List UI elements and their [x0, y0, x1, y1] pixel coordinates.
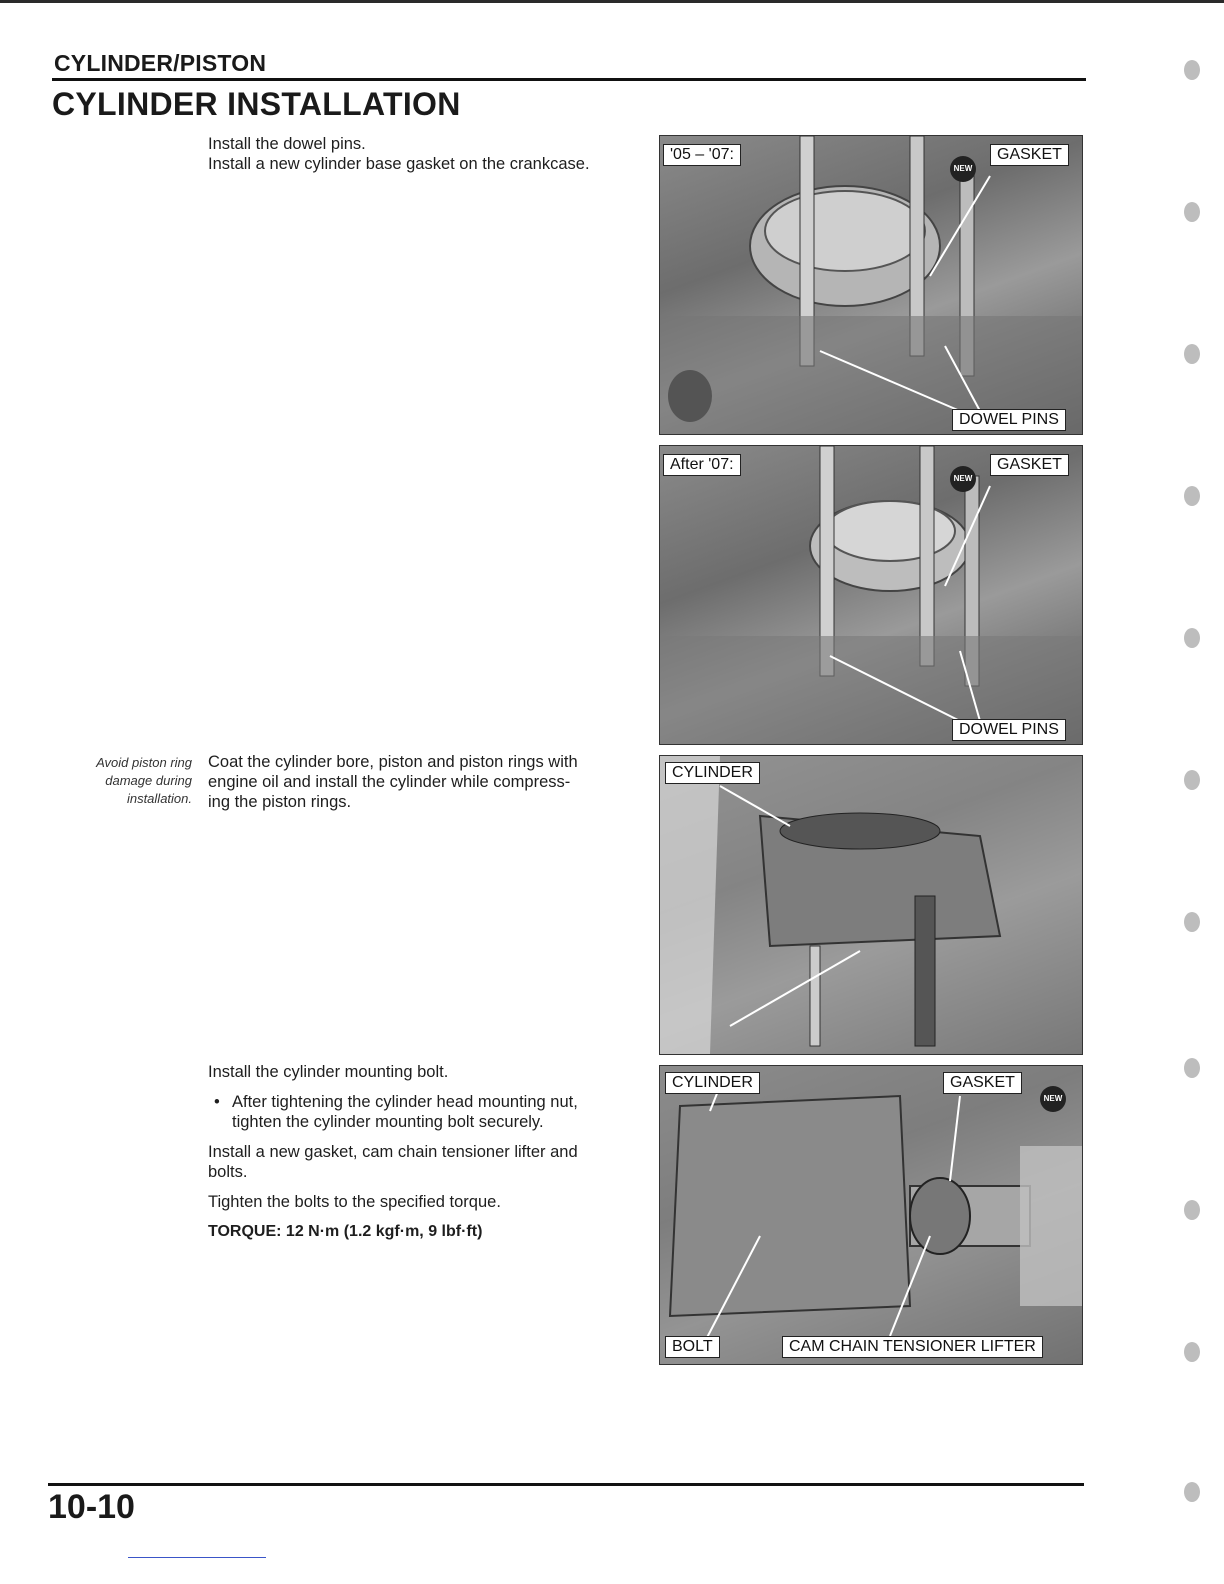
new-part-icon: NEW	[1040, 1086, 1066, 1112]
binder-hole	[1184, 628, 1200, 648]
side-note	[60, 754, 192, 808]
step1-line2: Install a new cylinder base gasket on the crankcase.	[208, 155, 590, 173]
figure-1-gasket-label: GASKET	[990, 144, 1069, 166]
step3-para3: Tighten the bolts to the specified torque.	[208, 1193, 501, 1211]
step3-para2	[208, 1142, 648, 1182]
new-part-icon: NEW	[950, 156, 976, 182]
step3-text	[208, 1062, 648, 1242]
para2-line: bolts.	[208, 1163, 248, 1181]
binder-hole	[1184, 1342, 1200, 1362]
figure-4-photo	[659, 1065, 1083, 1365]
binder-hole	[1184, 1058, 1200, 1078]
torque-spec: TORQUE: 12 N·m (1.2 kgf·m, 9 lbf·ft)	[208, 1223, 483, 1240]
step2-text	[208, 752, 648, 812]
figure-4-lifter-label: CAM CHAIN TENSIONER LIFTER	[782, 1336, 1043, 1358]
new-part-icon: NEW	[950, 466, 976, 492]
step2-line: ing the piston rings.	[208, 793, 352, 811]
figure-1-year-label: '05 – '07:	[663, 144, 741, 166]
binder-hole	[1184, 912, 1200, 932]
figure-3-cylinder-label: CYLINDER	[665, 762, 760, 784]
binder-hole	[1184, 1482, 1200, 1502]
side-note-line: Avoid piston ring	[96, 755, 192, 770]
figure-4-drawing	[660, 1066, 1082, 1364]
figure-4-cylinder-label: CYLINDER	[665, 1072, 760, 1094]
step1-text	[208, 134, 590, 174]
step3-line1: Install the cylinder mounting bolt.	[208, 1063, 449, 1081]
side-note-line: damage during	[105, 773, 192, 788]
step2-line: engine oil and install the cylinder while compress-	[208, 773, 571, 791]
step1-line1: Install the dowel pins.	[208, 135, 366, 153]
side-note-line: installation.	[126, 791, 192, 806]
figure-1-drawing	[660, 136, 1082, 434]
figure-4-gasket-label: GASKET	[943, 1072, 1022, 1094]
binder-hole	[1184, 1200, 1200, 1220]
section-header: CYLINDER/PISTON	[54, 50, 267, 76]
figure-1-photo	[659, 135, 1083, 435]
binder-hole	[1184, 770, 1200, 790]
binder-hole	[1184, 202, 1200, 222]
figure-2-photo	[659, 445, 1083, 745]
bottom-line-mark	[128, 1557, 266, 1558]
footer-rule	[48, 1483, 1084, 1486]
figure-3-photo	[659, 755, 1083, 1055]
figure-4-bolt-label: BOLT	[665, 1336, 720, 1358]
bullet-line: After tightening the cylinder head mounting nut,	[232, 1093, 578, 1111]
bullet-line: tighten the cylinder mounting bolt securely.	[232, 1113, 544, 1131]
figure-2-gasket-label: GASKET	[990, 454, 1069, 476]
figure-1-dowel-label: DOWEL PINS	[952, 409, 1066, 431]
page-title: CYLINDER INSTALLATION	[52, 86, 461, 122]
page-number: 10-10	[48, 1488, 135, 1526]
step2-line: Coat the cylinder bore, piston and piston rings with	[208, 753, 578, 771]
figure-2-drawing	[660, 446, 1082, 744]
binder-hole	[1184, 344, 1200, 364]
figure-2-year-label: After '07:	[663, 454, 741, 476]
figure-3-drawing	[660, 756, 1082, 1054]
binder-hole	[1184, 486, 1200, 506]
top-border	[0, 0, 1224, 3]
step3-bullet	[208, 1092, 648, 1132]
para2-line: Install a new gasket, cam chain tensioner lifter and	[208, 1143, 578, 1161]
header-rule	[52, 78, 1086, 81]
bullet-mark: •	[214, 1093, 220, 1111]
binder-hole	[1184, 60, 1200, 80]
figure-2-dowel-label: DOWEL PINS	[952, 719, 1066, 741]
